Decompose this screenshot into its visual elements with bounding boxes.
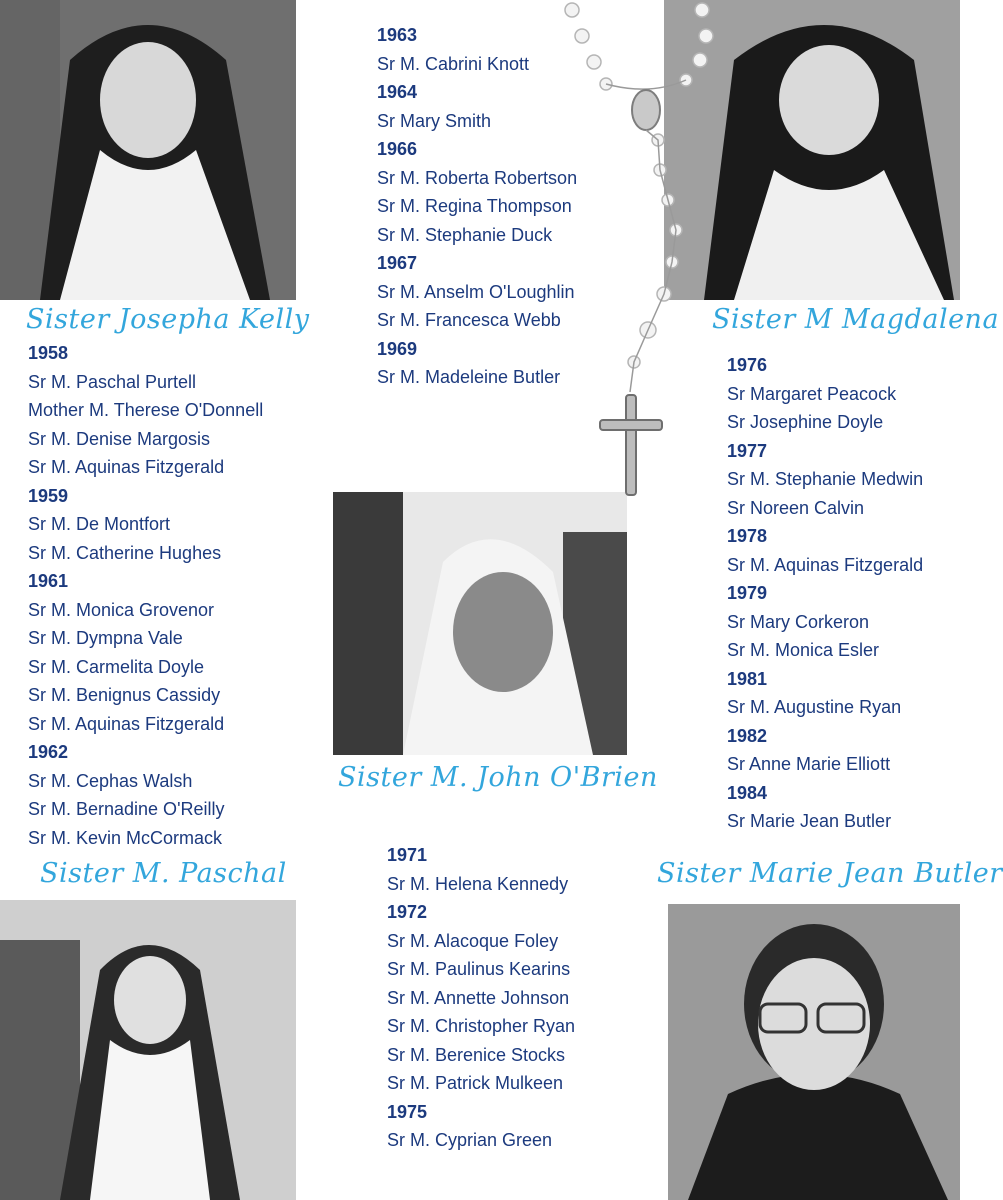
sister-name: Sr M. Alacoque Foley [387,930,559,951]
year-heading: 1969 [377,338,418,359]
year-heading: 1966 [377,139,418,159]
year-heading: 1967 [377,253,418,273]
sister-name: Sr M. Kevin McCormack [28,827,223,848]
sister-name: Sr Margaret Peacock [727,383,897,404]
sister-name: Sr M. Benignus Cassidy [28,685,221,705]
year-heading: 1964 [377,82,418,102]
year-heading: 1971 [387,845,428,865]
year-heading: 1977 [727,440,768,461]
sister-name: Sr M. Monica Grovenor [28,599,215,620]
woman-portrait-icon [668,904,960,1200]
year-heading: 1982 [727,725,768,746]
rosary-icon [550,0,740,510]
sister-name: Sr M. Roberta Robertson [377,167,578,188]
caption-sister-marie-jean-butler: Sister Marie Jean Butler [657,858,1003,889]
sister-name: Sr M. Aquinas Fitzgerald [28,457,225,477]
sister-name: Sr M. Francesca Webb [377,310,561,330]
sister-name: Sr Marie Jean Butler [727,811,892,831]
sister-name: Sr M. Berenice Stocks [387,1044,566,1065]
year-heading: 1961 [28,571,69,591]
sister-name: Sr Mary Corkeron [727,611,870,632]
sister-name: Sr M. Anselm O'Loughlin [377,281,575,302]
sister-name: Sr M. Paulinus Kearins [387,959,571,979]
year-heading: 1984 [727,782,768,803]
year-heading: 1959 [28,485,69,506]
nun-portrait-icon [0,900,296,1200]
sister-name: Sr M. Carmelita Doyle [28,656,205,677]
sister-name: Sr M. Aquinas Fitzgerald [28,713,225,734]
sister-name: Sr M. Catherine Hughes [28,542,222,563]
sister-name: Sr M. Christopher Ryan [387,1016,576,1036]
sister-name: Sr M. De Montfort [28,514,171,534]
sister-name: Sr Noreen Calvin [727,497,865,518]
photo-sister-m-john-obrien [333,492,627,755]
sister-name: Mother M. Therese O'Donnell [28,400,264,420]
sister-name: Sr M. Denise Margosis [28,428,211,449]
sister-name: Sr M. Stephanie Medwin [727,469,924,489]
sister-name: Sr Mary Smith [377,110,492,131]
sister-name: Sr M. Aquinas Fitzgerald [727,554,924,575]
sister-name: Sr M. Regina Thompson [377,196,572,216]
sister-name: Sr M. Stephanie Duck [377,224,553,245]
sister-name: Sr M. Monica Esler [727,640,880,660]
photo-sister-josepha-kelly [0,0,296,300]
sister-name: Sr M. Cabrini Knott [377,53,530,74]
year-heading: 1975 [387,1101,428,1122]
sister-name: Sr M. Cyprian Green [387,1130,553,1150]
sister-name: Sr M. Annette Johnson [387,987,570,1008]
photo-sister-m-paschal [0,900,296,1200]
nun-portrait-icon [333,492,627,755]
photo-sister-marie-jean-butler [668,904,960,1200]
year-heading: 1962 [28,742,69,762]
sister-name: Sr M. Dympna Vale [28,628,183,648]
year-heading: 1979 [727,583,768,603]
sister-name: Sr Josephine Doyle [727,412,884,432]
sister-name: Sr M. Helena Kennedy [387,873,569,894]
list-1958-1962 [28,339,263,852]
caption-sister-josepha-kelly: Sister Josepha Kelly [26,304,310,335]
year-heading: 1976 [727,355,768,375]
nun-portrait-icon [0,0,296,300]
year-heading: 1963 [377,25,418,45]
year-heading: 1981 [727,668,768,689]
list-1976-1984 [727,351,923,836]
year-heading: 1958 [28,343,69,363]
sister-name: Sr M. Paschal Purtell [28,371,197,392]
list-1971-1975 [387,841,575,1155]
list-1963-1969 [377,21,577,392]
sister-name: Sr M. Patrick Mulkeen [387,1073,564,1093]
caption-sister-m-magdalena: Sister M Magdalena [712,304,1000,335]
sister-name: Sr M. Madeleine Butler [377,367,561,387]
sister-name: Sr M. Cephas Walsh [28,770,193,791]
sister-name: Sr M. Bernadine O'Reilly [28,799,225,819]
year-heading: 1978 [727,526,768,546]
year-heading: 1972 [387,902,428,922]
sister-name: Sr M. Augustine Ryan [727,697,902,717]
caption-sister-m-john-obrien: Sister M. John O'Brien [338,762,658,793]
sister-name: Sr Anne Marie Elliott [727,754,891,774]
caption-sister-m-paschal: Sister M. Paschal [40,858,287,889]
